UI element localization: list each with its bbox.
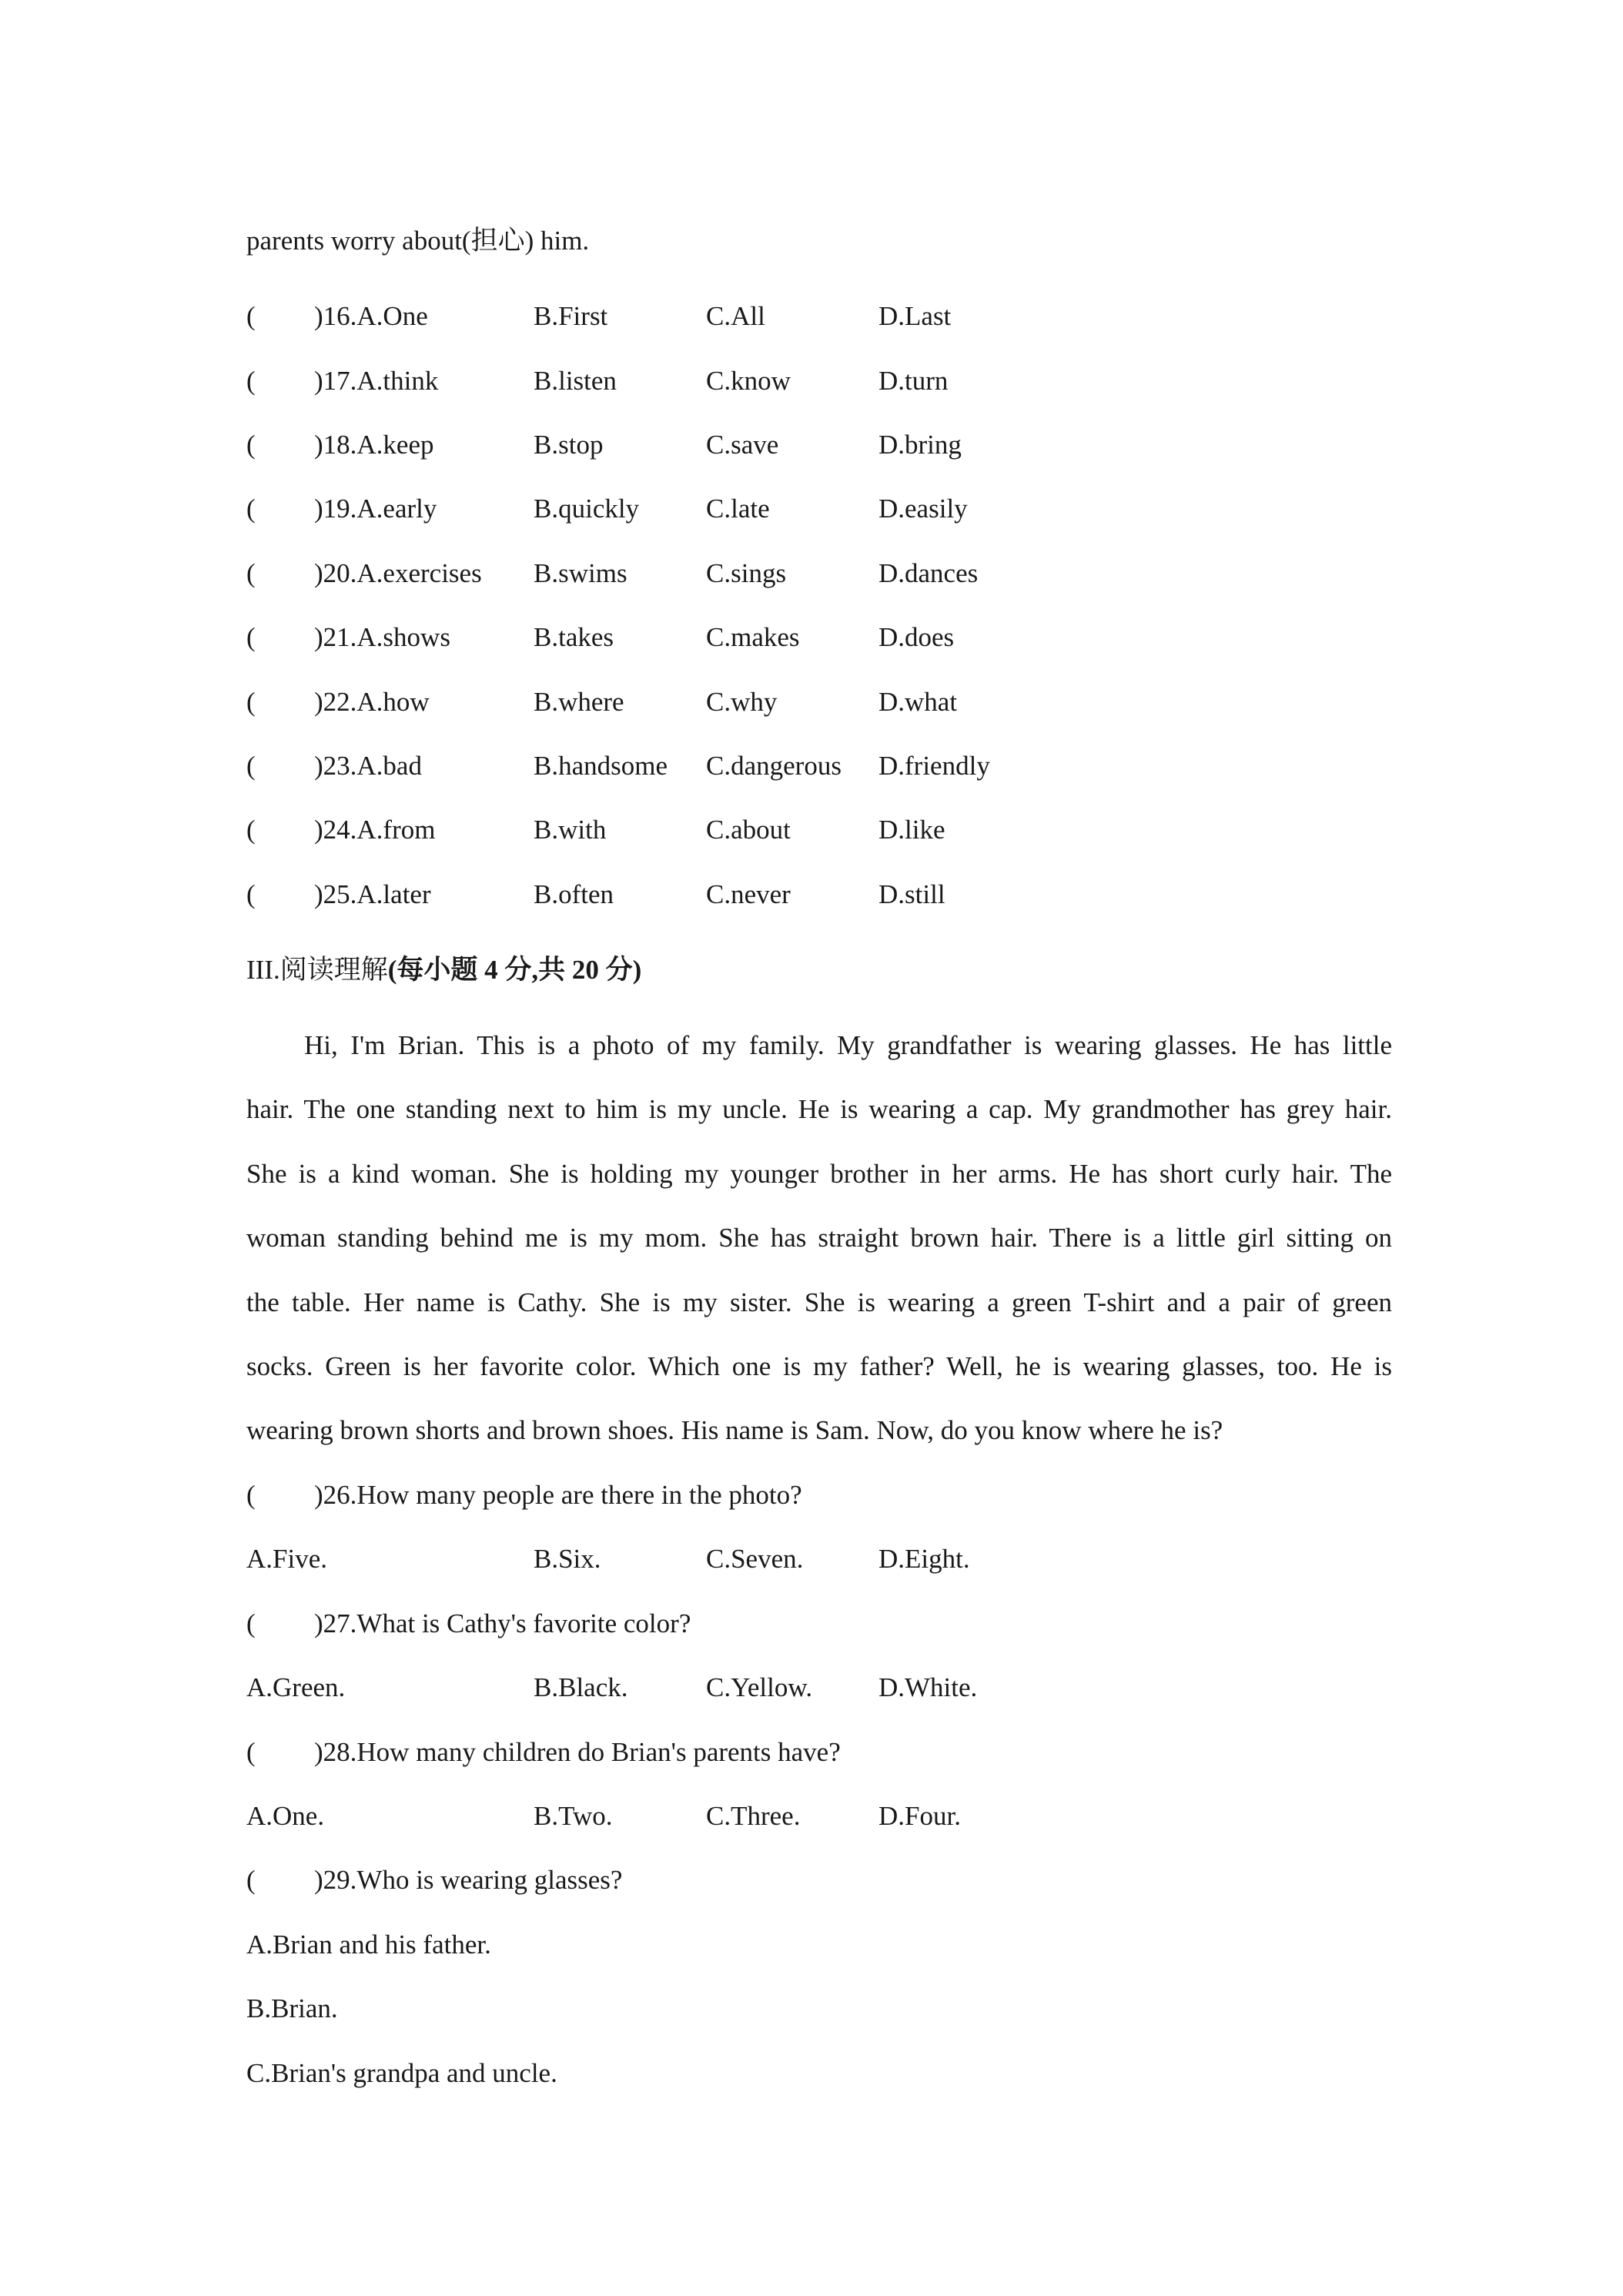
option-b: B.where xyxy=(534,687,624,717)
option-a: )23.A.bad xyxy=(314,751,422,781)
passage-line-2: hair. The one standing next to him is my uncle. He is wearing a cap. My grandmother has grey hair. xyxy=(246,1094,1392,1124)
option-b: B.quickly xyxy=(534,494,640,524)
answer-paren: ( xyxy=(246,815,256,845)
option-a: )19.A.early xyxy=(314,494,437,524)
option-d: D.bring xyxy=(878,430,962,460)
option-c: C.never xyxy=(706,879,791,909)
answer-paren: ( xyxy=(246,430,256,460)
option-d: D.easily xyxy=(878,494,968,524)
option-a: )18.A.keep xyxy=(314,430,434,460)
option-d: D.turn xyxy=(878,366,949,396)
option-a: )22.A.how xyxy=(314,687,430,717)
question-stem: )26.How many people are there in the photo? xyxy=(314,1480,802,1510)
option-a: A.One. xyxy=(246,1801,325,1831)
option-b: B.Black. xyxy=(534,1672,628,1702)
option-c: C.All xyxy=(706,301,765,331)
answer-paren: ( xyxy=(246,366,256,396)
option-d: D.Four. xyxy=(878,1801,961,1831)
answer-paren: ( xyxy=(246,1608,256,1638)
answer-paren: ( xyxy=(246,622,256,652)
option-a: )25.A.later xyxy=(314,879,431,909)
option-d: D.does xyxy=(878,622,955,652)
option-d: D.friendly xyxy=(878,751,990,781)
option-c: C.about xyxy=(706,815,791,845)
option-d: D.dances xyxy=(878,558,979,588)
option-b: B.with xyxy=(534,815,607,845)
option-c: C.dangerous xyxy=(706,751,842,781)
section-heading xyxy=(246,954,641,986)
answer-paren: ( xyxy=(246,879,256,909)
option-c: C.late xyxy=(706,494,770,524)
option-a: A.Green. xyxy=(246,1672,346,1702)
passage-line-1: Hi, I'm Brian. This is a photo of my family. My grandfather is wearing glasses. He has little xyxy=(304,1030,1392,1060)
option-b: B.handsome xyxy=(534,751,668,781)
option-c: C.know xyxy=(706,366,791,396)
answer-paren: ( xyxy=(246,558,256,588)
option-d: D.White. xyxy=(878,1672,978,1702)
answer-paren: ( xyxy=(246,1737,256,1767)
option-a: )16.A.One xyxy=(314,301,428,331)
answer-paren: ( xyxy=(246,1480,256,1510)
passage-line-5: the table. Her name is Cathy. She is my sister. She is wearing a green T-shirt and a pair of green xyxy=(246,1287,1392,1317)
option-c: C.makes xyxy=(706,622,800,652)
option-d: D.Last xyxy=(878,301,952,331)
answer-paren: ( xyxy=(246,301,256,331)
question-stem: )28.How many children do Brian's parents have? xyxy=(314,1737,841,1767)
passage-line-6: socks. Green is her favorite color. Which one is my father? Well, he is wearing glasses, too. He is xyxy=(246,1351,1392,1381)
option-d: D.what xyxy=(878,687,958,717)
passage-continuation: parents worry about(担心) him. xyxy=(246,226,590,256)
option-c: C.save xyxy=(706,430,779,460)
question-stem: )27.What is Cathy's favorite color? xyxy=(314,1608,691,1638)
section-score-note: (每小题 4 分,共 20 分) xyxy=(387,955,642,985)
option-a: )21.A.shows xyxy=(314,622,450,652)
option-b: B.Two. xyxy=(534,1801,613,1831)
option-c: C.Seven. xyxy=(706,1544,804,1574)
option-b: B.takes xyxy=(534,622,614,652)
section-title: III.阅读理解 xyxy=(246,955,388,985)
passage-line-7: wearing brown shorts and brown shoes. His name is Sam. Now, do you know where he is? xyxy=(246,1415,1223,1445)
option-c: C.why xyxy=(706,687,778,717)
answer-paren: ( xyxy=(246,751,256,781)
answer-paren: ( xyxy=(246,1865,256,1895)
option-b: B.often xyxy=(534,879,614,909)
option-b: B.listen xyxy=(534,366,617,396)
reading-option-29c: C.Brian's grandpa and uncle. xyxy=(246,2058,557,2088)
option-d: D.like xyxy=(878,815,945,845)
question-stem: )29.Who is wearing glasses? xyxy=(314,1865,623,1895)
option-a: )20.A.exercises xyxy=(314,558,482,588)
option-a: )24.A.from xyxy=(314,815,436,845)
option-c: C.Yellow. xyxy=(706,1672,813,1702)
passage-line-3: She is a kind woman. She is holding my younger brother in her arms. He has short curly hair. The xyxy=(246,1159,1392,1189)
answer-paren: ( xyxy=(246,494,256,524)
reading-option-29b: B.Brian. xyxy=(246,1993,338,2023)
option-b: B.swims xyxy=(534,558,627,588)
option-b: B.First xyxy=(534,301,608,331)
option-b: B.Six. xyxy=(534,1544,601,1574)
option-c: C.Three. xyxy=(706,1801,801,1831)
option-d: D.Eight. xyxy=(878,1544,970,1574)
answer-paren: ( xyxy=(246,687,256,717)
option-c: C.sings xyxy=(706,558,787,588)
option-a: A.Five. xyxy=(246,1544,327,1574)
reading-option-29a: A.Brian and his father. xyxy=(246,1930,491,1960)
passage-line-4: woman standing behind me is my mom. She has straight brown hair. There is a little girl sitting on xyxy=(246,1223,1392,1253)
option-b: B.stop xyxy=(534,430,604,460)
option-a: )17.A.think xyxy=(314,366,439,396)
option-d: D.still xyxy=(878,879,945,909)
